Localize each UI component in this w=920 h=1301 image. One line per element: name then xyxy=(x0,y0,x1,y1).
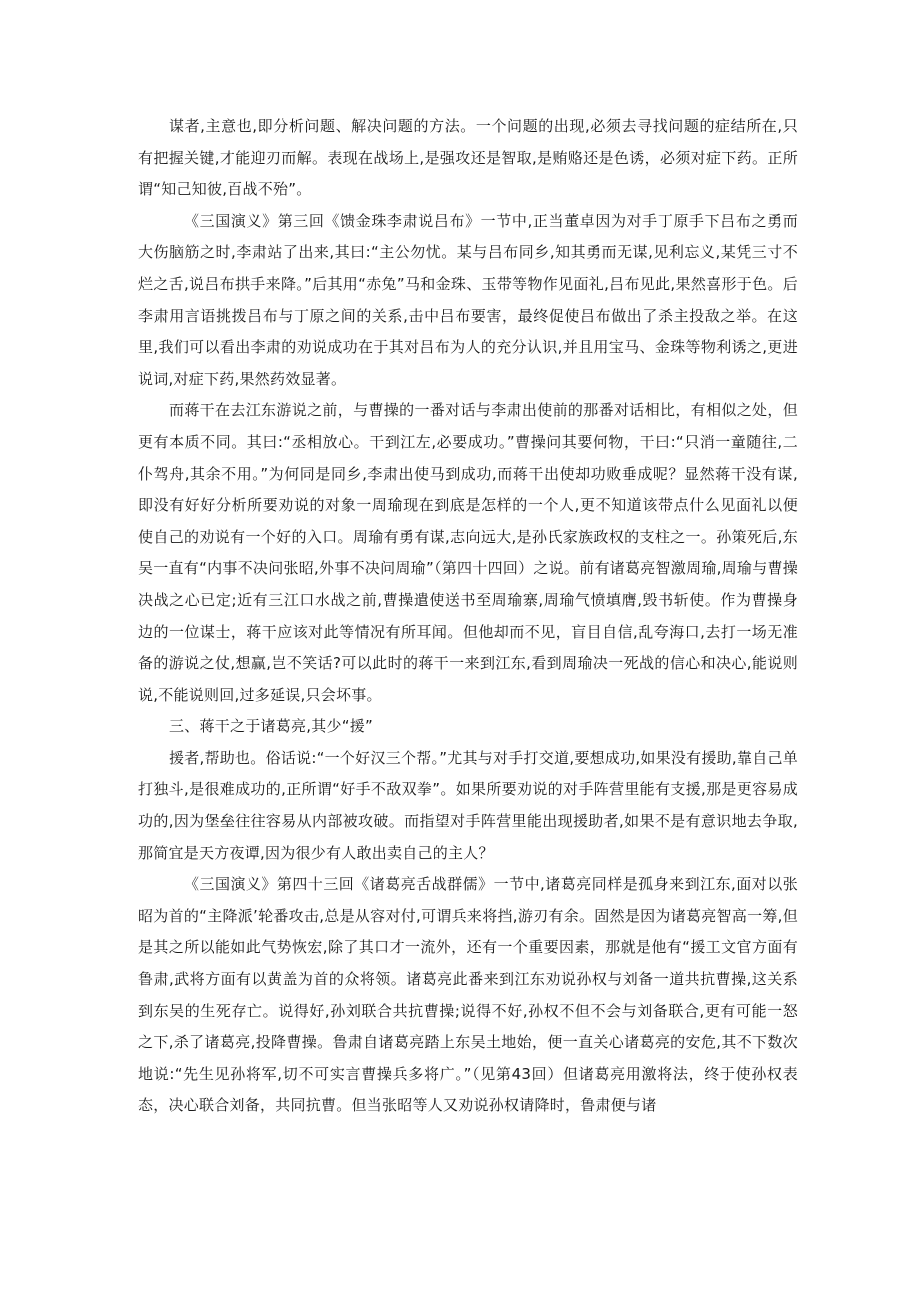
section-heading-lack-of-support: 三、蒋干之于诸葛亮,其少“援” xyxy=(169,717,374,736)
paragraph-jiang-gan-comparison: 而蒋干在去江东游说之前，与曹操的一番对话与李肃出使前的那番对话相比，有相似之处，但更有本质不同。其曰:“丞相放心。干到江左,必要成功。”曹操问其要何物，干曰:“只消一童随往,二仆驾舟,其余不用。”为何同是同乡,李肃出使马到成功,而蒋干出使却功败垂成呢？显然蒋干没有谋,即没有好好分析所要劝说的对象一周瑜现在到底是怎样的一个人,更不知道该带点什么见面礼以便使自己的劝说有一个好的入口。周瑜有勇有谋,志向远大,是孙氏家族政权的支柱之一。孙策死后,东吴一直有“内事不决问张昭,外事不决问周瑜”（第四十四回）之说。前有诸葛亮智激周瑜,周瑜与曹操决战之心已定;近有三江口水战之前,曹操遣使送书至周瑜寨,周瑜气愤填膺,毁书斩使。作为曹操身边的一位谋士，蒋干应该对此等情况有所耳闻。但他却而不见，盲目自信,乱夸海口,去打一场无准备的游说之仗,想赢,岂不笑话?可以此时的蒋干一来到江东,看到周瑜决一死战的信心和决心,能说则说,不能说则回,过多延误,只会坏事。 xyxy=(138,401,798,704)
paragraph-support-definition: 援者,帮助也。俗话说:“一个好汉三个帮。”尤其与对手打交道,要想成功,如果没有援助,靠自己单打独斗,是很难成功的,正所谓“好手不敌双拳”。如果所要劝说的对手阵营里能有支援,那是更容易成功的,因为堡垒往往容易从内部被攻破。而指望对手阵营里能出现援助者,如果不是有意识地去争取,那简宜是天方夜谭,因为很少有人敢出卖自己的主人？ xyxy=(138,748,798,862)
document-body xyxy=(138,111,798,1122)
paragraph-li-su-persuades-lu-bu: 《三国演义》第三回《馈金珠李肃说吕布》一节中,正当董卓因为对手丁原手下吕布之勇而大伤脑筋之时,李肃站了出来,其曰:“主公勿忧。某与吕布同乡,知其勇而无谋,见利忘义,某凭三寸不烂之舌,说吕布拱手来降。”后其用“赤兔”马和金珠、玉带等物作见面礼,吕布见此,果然喜形于色。后李肃用言语挑拨吕布与丁原之间的关系,击中吕布要害，最终促使吕布做出了杀主投敌之举。在这里,我们可以看出李肃的劝说成功在于其对吕布为人的充分认识,并且用宝马、金珠等物利诱之,更进说词,对症下药,果然药效显著。 xyxy=(138,211,798,388)
paragraph-strategy-definition: 谋者,主意也,即分析问题、解决问题的方法。一个问题的出现,必须去寻找问题的症结所在,只有把握关键,才能迎刃而解。表现在战场上,是强攻还是智取,是贿赂还是色诱，必须对症下药。正所谓“知己知彼,百战不殆”。 xyxy=(138,117,798,199)
paragraph-zhuge-liang-debate: 《三国演义》第四十三回《诸葛亮舌战群儒》一节中,诸葛亮同样是孤身来到江东,面对以张昭为首的“主降派’轮番攻击,总是从容对付,可谓兵来将挡,游刃有余。固然是因为诸葛亮智高一筹,但是其之所以能如此气势恢宏,除了其口才一流外，还有一个重要因素，那就是他有“援工文官方面有鲁肃,武将方面有以黄盖为首的众将领。诸葛亮此番来到江东劝说孙权与刘备一道共抗曹操,这关系到东吴的生死存亡。说得好,孙刘联合共抗曹操;说得不好,孙权不但不会与刘备联合,更有可能一怒之下,杀了诸葛亮,投降曹操。鲁肃自诸葛亮踏上东吴土地始，便一直关心诸葛亮的安危,其不下数次地说:“先生见孙将军,切不可实言曹操兵多将广。”（见第43回）但诸葛亮用激将法，终于使孙权表态，决心联合刘备，共同抗曹。但当张昭等人又劝说孙权请降时，鲁肃便与诸 xyxy=(138,875,798,1115)
